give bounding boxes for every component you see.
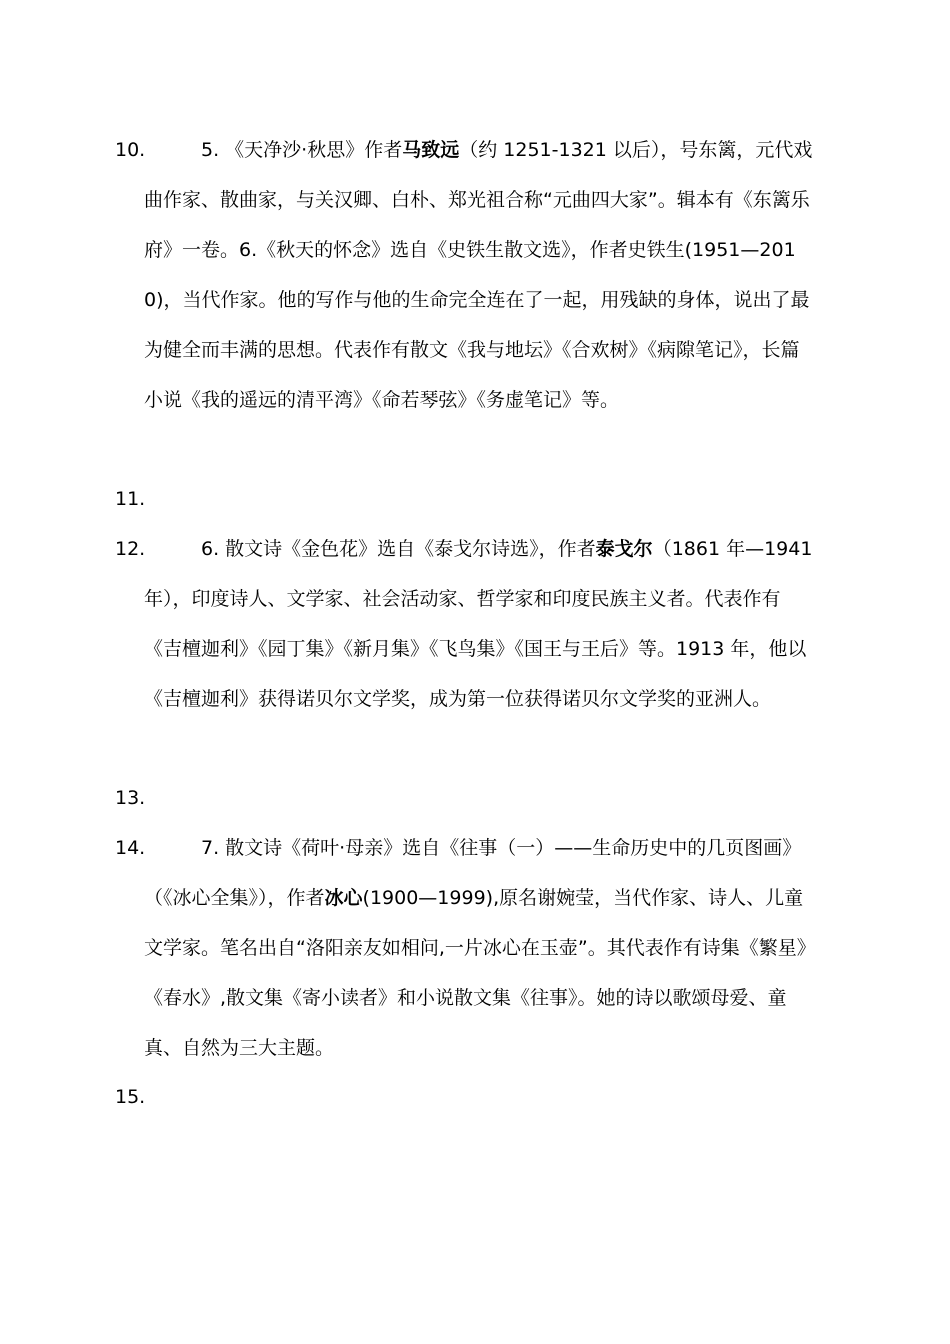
list-item-text	[144, 524, 815, 724]
list-item-text	[144, 823, 815, 1073]
list-number: 12.	[115, 538, 146, 560]
list-number: 13.	[115, 787, 146, 809]
author-name-bing-xin: 冰心	[324, 887, 363, 909]
text-segment: (1900—1999),原名谢婉莹，当代作家、诗人、儿童文学家。笔名出自“洛阳亲友如相问,一片冰心在玉壶”。其代表作有诗集《繁星》《春水》,散文集《寄小读者》和小说散文集《往事》。她的诗以歌颂母爱、童真、自然为三大主题。	[144, 887, 807, 1059]
list-number: 14.	[115, 837, 146, 859]
author-name-ma-zhiyuan: 马致远	[402, 139, 460, 161]
list-item-12	[115, 524, 815, 724]
text-segment: 6. 散文诗《金色花》选自《泰戈尔诗选》，作者	[201, 538, 596, 560]
list-number: 15.	[115, 1086, 146, 1108]
list-number: 11.	[115, 488, 146, 510]
text-segment: 7. 散文诗《荷叶·母亲》选自《往事（一）——生命历史中的几页图画》（《冰心全集》），作者	[144, 837, 802, 909]
list-item-10	[115, 125, 815, 425]
list-item-text	[144, 125, 815, 425]
text-segment: （约 1251-1321 以后），号东篱，元代戏曲作家、散曲家，与关汉卿、白朴、郑光祖合称“元曲四大家”。辑本有《东篱乐府》一卷。6.《秋天的怀念》选自《史铁生散文选》，作者史铁生(1951—2010)，当代作家。他的写作与他的生命完全连在了一起，用残缺的身体，说出了最为健全而丰满的思想。代表作有散文《我与地坛》《合欢树》《病隙笔记》，长篇小说《我的遥远的清平湾》《命若琴弦》《务虚笔记》等。	[144, 139, 813, 411]
text-segment: （1861 年—1941 年），印度诗人、文学家、社会活动家、哲学家和印度民族主义者。代表作有《吉檀迦利》《园丁集》《新月集》《飞鸟集》《国王与王后》等。1913 年，他以《吉檀迦利》获得诺贝尔文学奖，成为第一位获得诺贝尔文学奖的亚洲人。	[144, 538, 813, 710]
author-name-tagore: 泰戈尔	[595, 538, 653, 560]
list-number: 10.	[115, 139, 146, 161]
text-segment: 5. 《天净沙·秋思》作者	[201, 139, 403, 161]
list-item-14	[115, 823, 815, 1073]
